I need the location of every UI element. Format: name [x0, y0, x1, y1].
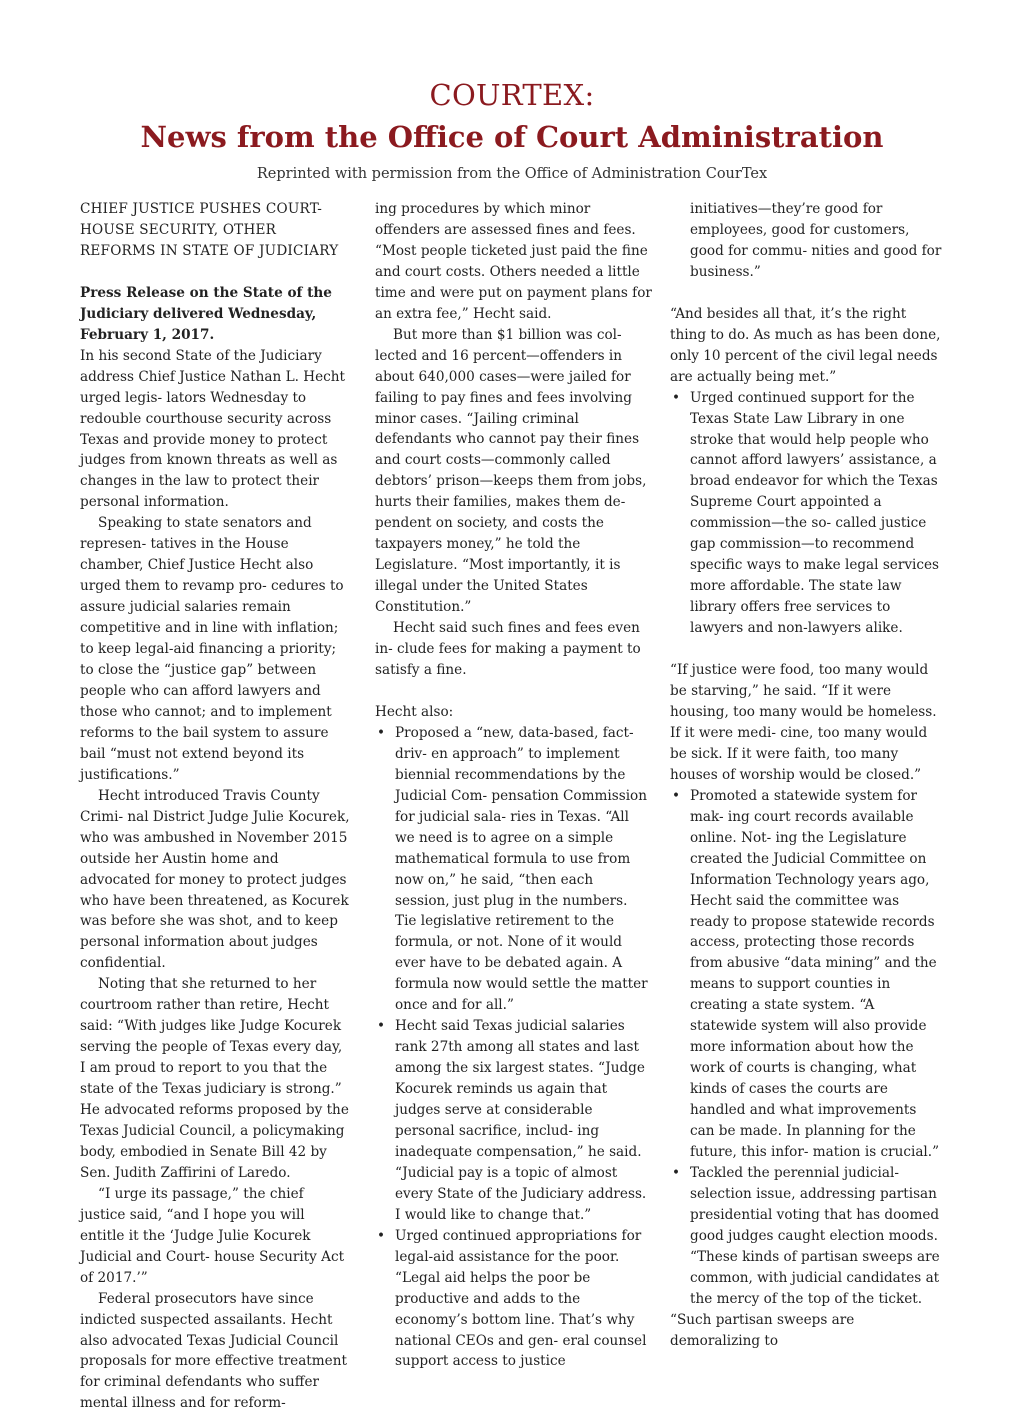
paragraph: Speaking to state senators and represen- tatives in the House chamber, Chief Justice Hecht also urged them to revamp pro- cedures to assure judicial salaries remain competitive and in line with inflation; to keep legal-aid financing a priority; to close the “justice gap” between people who can afford lawyers and those who cannot; and to implement reforms to the bail system to assure bail “must not extend beyond its justifications.”	[80, 515, 344, 783]
article-headline: CHIEF JUSTICE PUSHES COURT- HOUSE SECURITY, OTHER REFORMS IN STATE OF JUDICIARY	[80, 201, 339, 259]
paragraph: Hecht also:	[375, 703, 454, 720]
paragraph: “Such partisan sweeps are demoralizing to	[670, 1311, 855, 1349]
bullet-list	[670, 388, 942, 639]
bullet-item: • Promoted a statewide system for mak- ing court records available online. Not- ing the Legislature created the Judicial Committee on Information Technology years ago, Hecht said the committee was ready to propose statewide records access, protecting those records from abusive “data mining” and the means to support counties in creating a state system. “A statewide system will also provide more information about how the work of courts is changing, what kinds of cases the courts are handled and what improvements can be made. In planning for the future, this infor- mation is crucial.”	[670, 786, 942, 1163]
paragraph: Noting that she returned to her courtroom rather than retire, Hecht said: “With judges like Judge Kocurek serving the people of Texas every day, I am proud to report to you that the state of the Texas judiciary is strong.” He advocated reforms proposed by the Texas Judicial Council, a policymaking body, embodied in Senate Bill 42 by Sen. Judith Zaffirini of Laredo.	[80, 976, 349, 1181]
bullet-list	[670, 786, 942, 1310]
column-1	[80, 199, 351, 1414]
bullet-item: • Urged continued support for the Texas State Law Library in one stroke that would help people who cannot afford lawyers’ assistance, a broad endeavor for which the Texas Supreme Court appointed a commission—the so- called justice gap commission—to recommend specific ways to make legal services more affordable. The state law library offers free services to lawyers and non-lawyers alike.	[670, 388, 942, 639]
paragraph: ing procedures by which minor offenders are assessed fines and fees. “Most people ticketed just paid the fine and court costs. Others needed a little time and were put on payment plans for an extra fee,” Hecht said.	[375, 201, 652, 322]
masthead-title: COURTEX:	[429, 78, 595, 112]
paragraph: Hecht said such fines and fees even in- clude fees for making a payment to satisfy a fine.	[375, 620, 641, 678]
bullet-item: • Urged continued appropriations for legal-aid assistance for the poor. “Legal aid helps the poor be productive and adds to the economy’s bottom line. That’s why national CEOs and gen- eral counsel support access to justice	[375, 1226, 652, 1373]
paragraph: “And besides all that, it’s the right thing to do. As much as has been done, only 10 percent of the civil legal needs are actually being met.”	[670, 305, 941, 385]
column-3	[670, 199, 942, 1352]
bullet-item: • Proposed a “new, data-based, fact-driv- en approach” to implement biennial recommendations by the Judicial Com- pensation Commission for judicial sala- ries in Texas. “All we need is to agree on a simple mathematical formula to use from now on,” he said, “then each session, just plug in the numbers. Tie legislative retirement to the formula, or not. None of it would ever have to be debated again. A formula now would settle the matter once and for all.”	[375, 723, 652, 1016]
reprint-credit: Reprinted with permission from the Office of Administration CourTex	[256, 166, 768, 182]
paragraph: But more than $1 billion was col- lected and 16 percent—offenders in about 640,000 cases—were jailed for failing to pay fines and fees involving minor cases. “Jailing criminal defendants who cannot pay their fines and court costs—commonly called debtors’ prison—keeps them from jobs, hurts their families, makes them de- pendent on society, and costs the taxpayers money,” he told the Legislature. “Most importantly, it is illegal under the United States Constitution.”	[375, 326, 647, 616]
paragraph: Hecht introduced Travis County Crimi- nal District Judge Julie Kocurek, who was ambushed in November 2015 outside her Austin home and advocated for money to protect judges who have been threatened, as Kocurek was before she was shot, and to keep personal information about judges confidential.	[80, 787, 350, 972]
masthead-subtitle: News from the Office of Court Administration	[140, 120, 884, 154]
paragraph: In his second State of the Judiciary address Chief Justice Nathan L. Hecht urged legis- lators Wednesday to redouble courthouse security across Texas and provide money to protect judges from known threats as well as changes in the law to protect their personal information.	[80, 347, 345, 511]
column-2	[375, 199, 652, 1372]
paragraph: “If justice were food, too many would be starving,” he said. “If it were housing, too many would be homeless. If it were medi- cine, too many would be sick. If it were faith, too many houses of worship would be closed.”	[670, 662, 937, 783]
bullet-list	[375, 723, 652, 1373]
bullet-continuation: initiatives—they’re good for employees, good for customers, good for commu- nities and good for business.”	[690, 201, 942, 280]
paragraph: “I urge its passage,” the chief justice said, “and I hope you will entitle it the ‘Judge Julie Kocurek Judicial and Court- house Security Act of 2017.’”	[80, 1185, 345, 1286]
paragraph: Federal prosecutors have since indicted suspected assailants. Hecht also advocated Texas Judicial Council proposals for more effective treatment for criminal defendants who suffer mental illness and for reform-	[80, 1290, 347, 1412]
press-release-lead: Press Release on the State of the Judiciary delivered Wednesday, February 1, 2017.	[80, 284, 332, 343]
bullet-item: • Hecht said Texas judicial salaries rank 27th among all states and last among the six largest states. “Judge Kocurek reminds us again that judges serve at considerable personal sacrifice, includ- ing inadequate compensation,” he said. “Judicial pay is a topic of almost every State of the Judiciary address. I would like to change that.”	[375, 1016, 652, 1226]
bullet-item: • Tackled the perennial judicial-selection issue, addressing partisan presidential voting that has doomed good judges caught election moods. “These kinds of partisan sweeps are common, with judicial candidates at the mercy of the top of the ticket.	[670, 1163, 942, 1310]
